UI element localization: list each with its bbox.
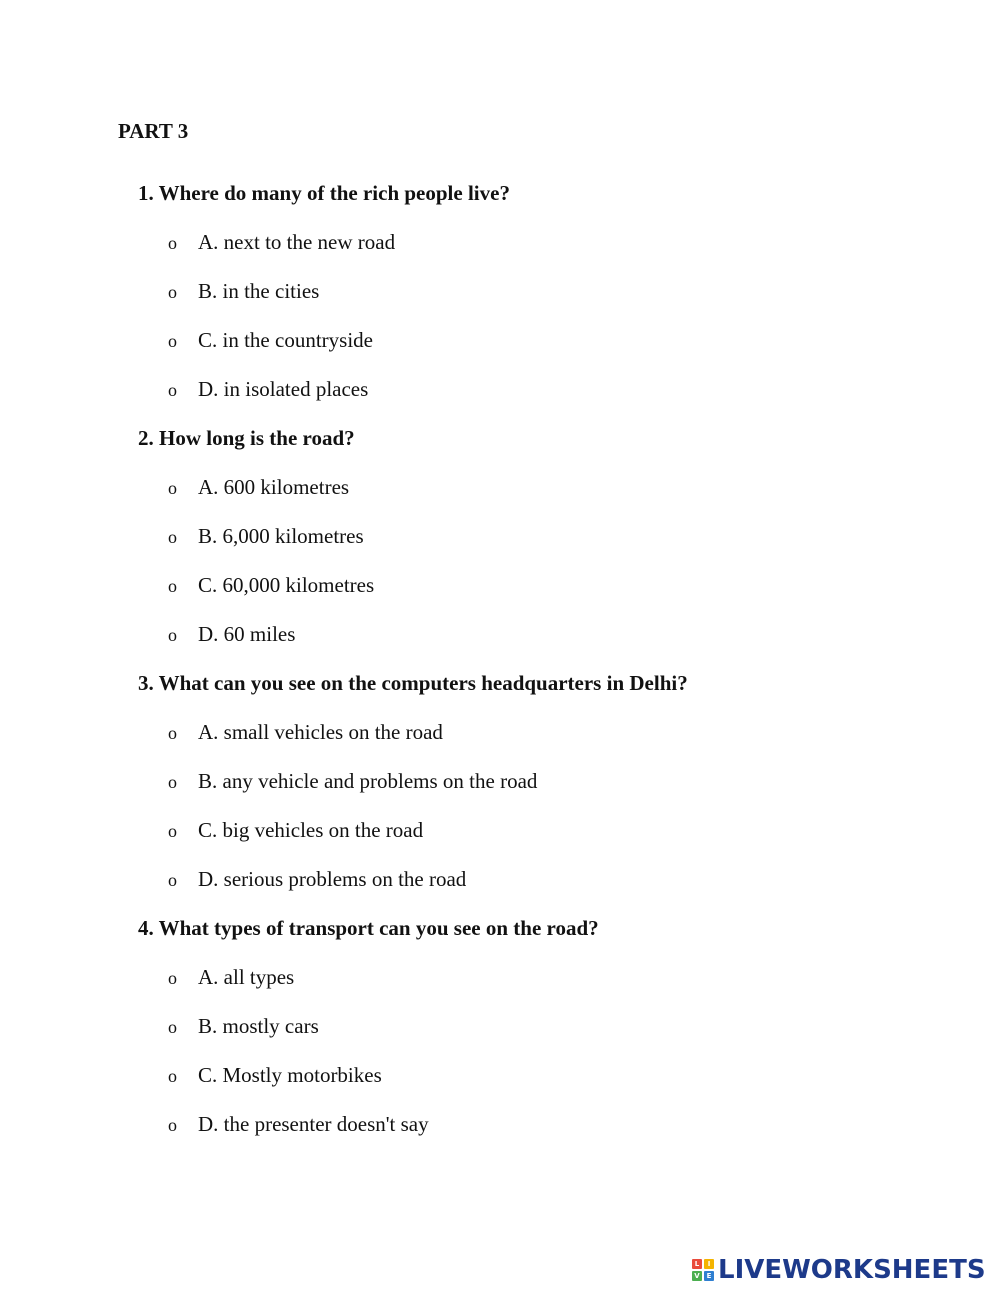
option-2d[interactable] — [138, 621, 958, 647]
option-label: B. any vehicle and problems on the road — [198, 769, 538, 793]
logo-text: LIVEWORKSHEETS — [718, 1255, 986, 1285]
option-label: A. all types — [198, 965, 295, 989]
option-label: D. serious problems on the road — [198, 867, 467, 891]
radio-bullet-icon[interactable]: o — [168, 282, 177, 302]
logo-tile-e: E — [704, 1271, 714, 1281]
option-label: B. mostly cars — [198, 1014, 319, 1038]
option-label: D. 60 miles — [198, 622, 296, 646]
logo-tile-i: I — [704, 1259, 714, 1269]
radio-bullet-icon[interactable]: o — [168, 1115, 177, 1135]
radio-bullet-icon[interactable]: o — [168, 576, 177, 596]
liveworksheets-logo — [692, 1252, 986, 1288]
option-label: A. next to the new road — [198, 230, 396, 254]
option-label: D. the presenter doesn't say — [198, 1112, 429, 1136]
option-3a[interactable] — [138, 719, 958, 745]
option-2a[interactable] — [138, 474, 958, 500]
option-3b[interactable] — [138, 768, 958, 794]
option-3d[interactable] — [138, 866, 958, 892]
option-label: C. Mostly motorbikes — [198, 1063, 382, 1087]
radio-bullet-icon[interactable]: o — [168, 478, 177, 498]
radio-bullet-icon[interactable]: o — [168, 772, 177, 792]
option-label: B. 6,000 kilometres — [198, 524, 364, 548]
question-2 — [138, 425, 958, 647]
option-label: D. in isolated places — [198, 377, 369, 401]
question-text: 4. What types of transport can you see on the road? — [138, 916, 599, 940]
option-label: C. 60,000 kilometres — [198, 573, 375, 597]
question-3 — [138, 670, 958, 892]
option-4b[interactable] — [138, 1013, 958, 1039]
option-1d[interactable] — [138, 376, 958, 402]
question-text: 3. What can you see on the computers headquarters in Delhi? — [138, 671, 688, 695]
question-text: 2. How long is the road? — [138, 426, 355, 450]
option-label: A. 600 kilometres — [198, 475, 350, 499]
radio-bullet-icon[interactable]: o — [168, 527, 177, 547]
option-4d[interactable] — [138, 1111, 958, 1137]
option-1a[interactable] — [138, 229, 958, 255]
option-3c[interactable] — [138, 817, 958, 843]
radio-bullet-icon[interactable]: o — [168, 870, 177, 890]
radio-bullet-icon[interactable]: o — [168, 233, 177, 253]
option-2c[interactable] — [138, 572, 958, 598]
radio-bullet-icon[interactable]: o — [168, 625, 177, 645]
option-label: B. in the cities — [198, 279, 320, 303]
logo-tile-v: V — [692, 1271, 702, 1281]
question-text: 1. Where do many of the rich people live? — [138, 181, 510, 205]
logo-tile-l: L — [692, 1259, 702, 1269]
option-label: C. in the countryside — [198, 328, 373, 352]
radio-bullet-icon[interactable]: o — [168, 331, 177, 351]
part-title: PART 3 — [118, 119, 189, 143]
question-4 — [138, 915, 958, 1137]
option-label: A. small vehicles on the road — [198, 720, 443, 744]
option-1b[interactable] — [138, 278, 958, 304]
liveworksheets-logo-icon — [692, 1259, 714, 1281]
option-1c[interactable] — [138, 327, 958, 353]
option-label: C. big vehicles on the road — [198, 818, 424, 842]
radio-bullet-icon[interactable]: o — [168, 1017, 177, 1037]
option-4a[interactable] — [138, 964, 958, 990]
radio-bullet-icon[interactable]: o — [168, 723, 177, 743]
radio-bullet-icon[interactable]: o — [168, 821, 177, 841]
radio-bullet-icon[interactable]: o — [168, 1066, 177, 1086]
radio-bullet-icon[interactable]: o — [168, 380, 177, 400]
option-4c[interactable] — [138, 1062, 958, 1088]
question-list — [138, 180, 958, 1160]
radio-bullet-icon[interactable]: o — [168, 968, 177, 988]
option-2b[interactable] — [138, 523, 958, 549]
question-1 — [138, 180, 958, 402]
